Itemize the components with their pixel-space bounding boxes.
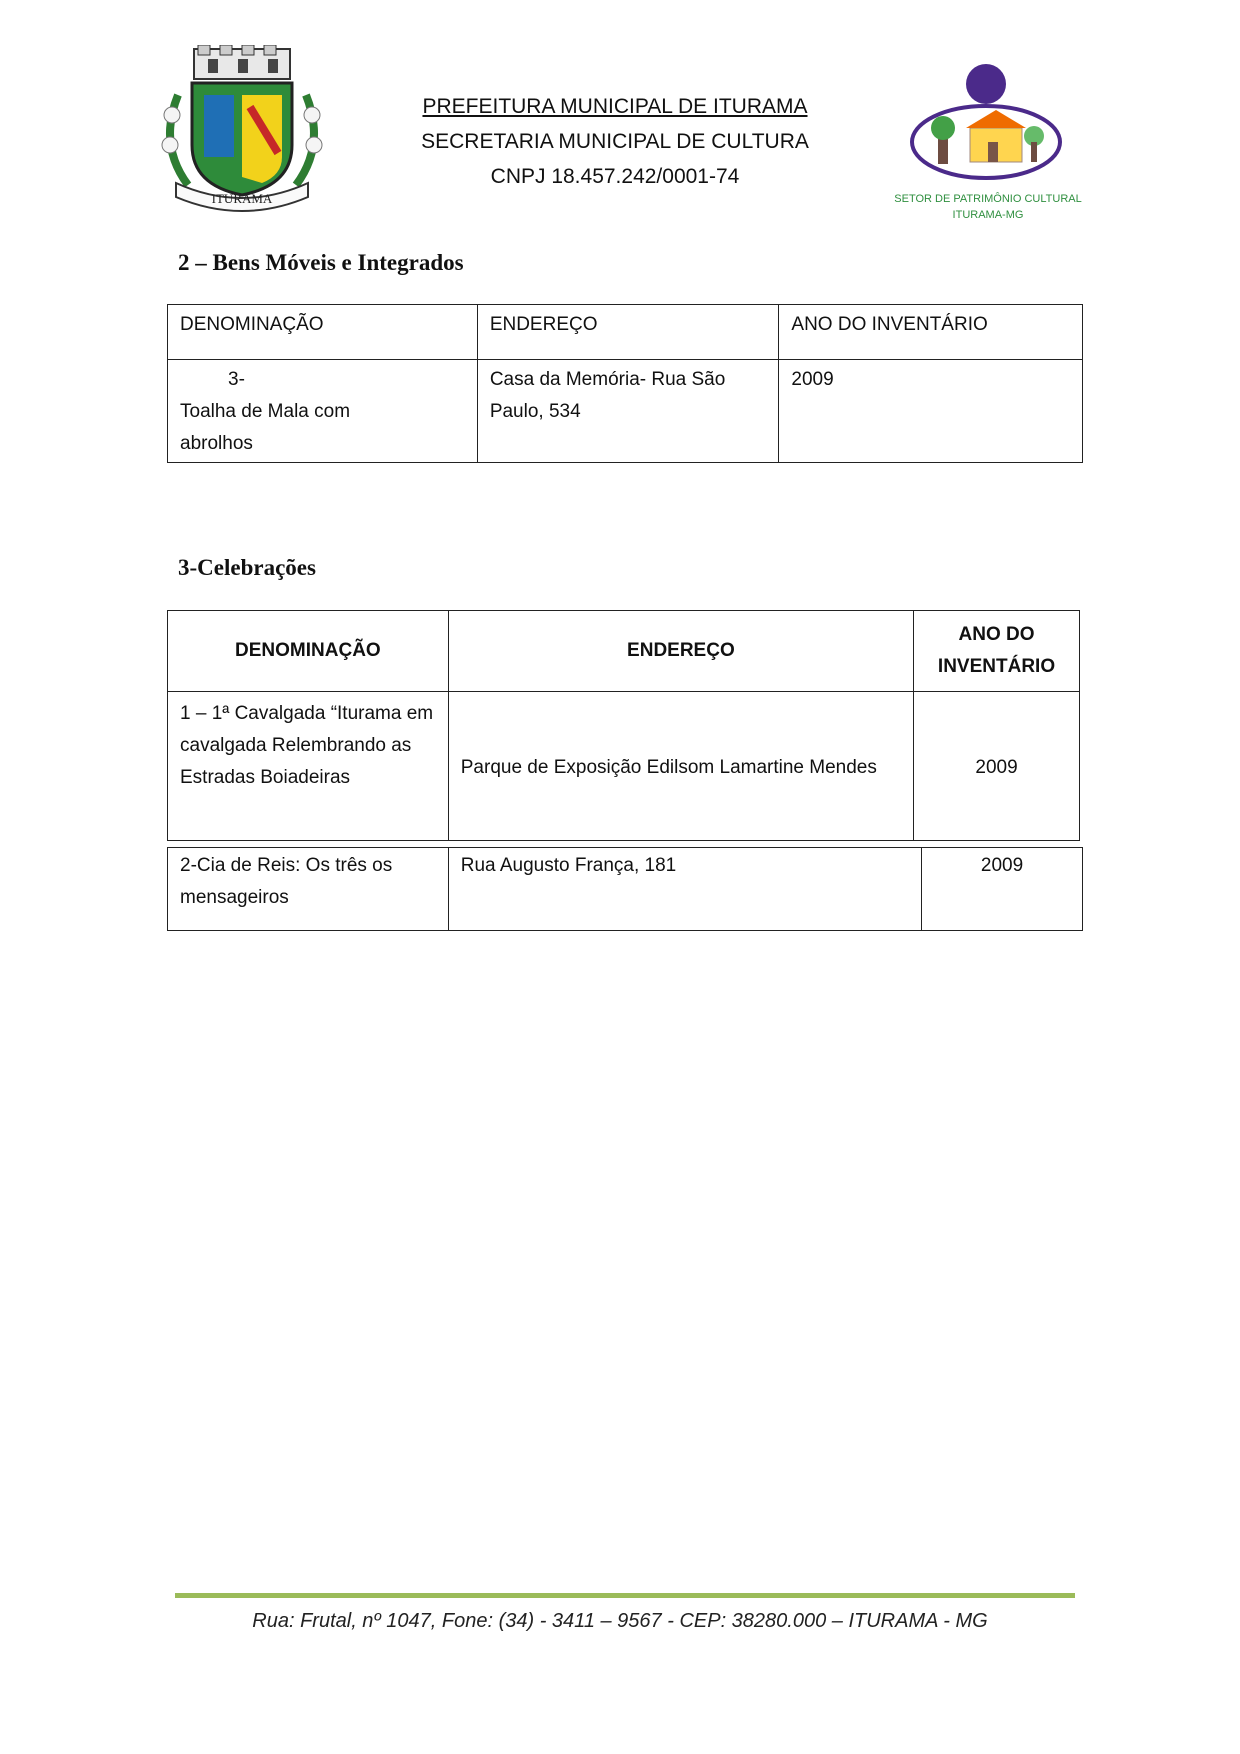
item-address: Parque de Exposição Edilsom Lamartine Mendes: [448, 692, 913, 841]
table-row: [168, 360, 1083, 463]
heritage-logo-line1: SETOR DE PATRIMÔNIO CULTURAL: [894, 193, 1082, 205]
section-heading-bens: 2 – Bens Móveis e Integrados: [178, 250, 464, 275]
table-header-row: [168, 611, 1080, 692]
column-header: ANO DO INVENTÁRIO: [914, 611, 1080, 692]
table-header-row: [168, 305, 1083, 360]
item-name: 1 – 1ª Cavalgada “Iturama em cavalgada Relembrando as Estradas Boiadeiras: [168, 692, 449, 841]
cnpj-text: CNPJ 18.457.242/0001-74: [490, 165, 740, 188]
coat-motto: ITURAMA: [211, 191, 273, 206]
coat-of-arms-icon: [158, 45, 326, 213]
heritage-house-icon: [908, 62, 1064, 182]
item-name: Toalha de Mala com abrolhos: [180, 401, 351, 454]
column-header: ANO DO INVENTÁRIO: [779, 305, 1083, 360]
item-number: 3-: [228, 369, 245, 390]
item-year: 2009: [922, 848, 1083, 931]
table-cell: [168, 360, 478, 463]
bens-table: [167, 304, 1083, 463]
column-header: ENDEREÇO: [477, 305, 779, 360]
celebracoes-table: [167, 610, 1080, 841]
column-header: DENOMINAÇÃO: [168, 305, 478, 360]
item-year: 2009: [914, 692, 1080, 841]
footer-address: Rua: Frutal, nº 1047, Fone: (34) - 3411 – 9567 - CEP: 38280.000 – ITURAMA - MG: [252, 1610, 988, 1632]
column-header: ENDEREÇO: [448, 611, 913, 692]
page-title: PREFEITURA MUNICIPAL DE ITURAMA: [422, 95, 808, 118]
item-address: Rua Augusto França, 181: [448, 848, 921, 931]
item-address: Casa da Memória- Rua São Paulo, 534: [477, 360, 779, 463]
item-year: 2009: [779, 360, 1083, 463]
item-name: 2-Cia de Reis: Os três os mensageiros: [168, 848, 449, 931]
table-row: [168, 848, 1083, 931]
table-row: [168, 692, 1080, 841]
celebracoes-table-continued: [167, 847, 1083, 931]
section-heading-celebracoes: 3-Celebrações: [178, 555, 316, 580]
heritage-logo-line2: ITURAMA-MG: [952, 209, 1024, 221]
page-subtitle: SECRETARIA MUNICIPAL DE CULTURA: [421, 130, 809, 153]
footer-divider: [175, 1593, 1075, 1598]
column-header: DENOMINAÇÃO: [168, 611, 449, 692]
